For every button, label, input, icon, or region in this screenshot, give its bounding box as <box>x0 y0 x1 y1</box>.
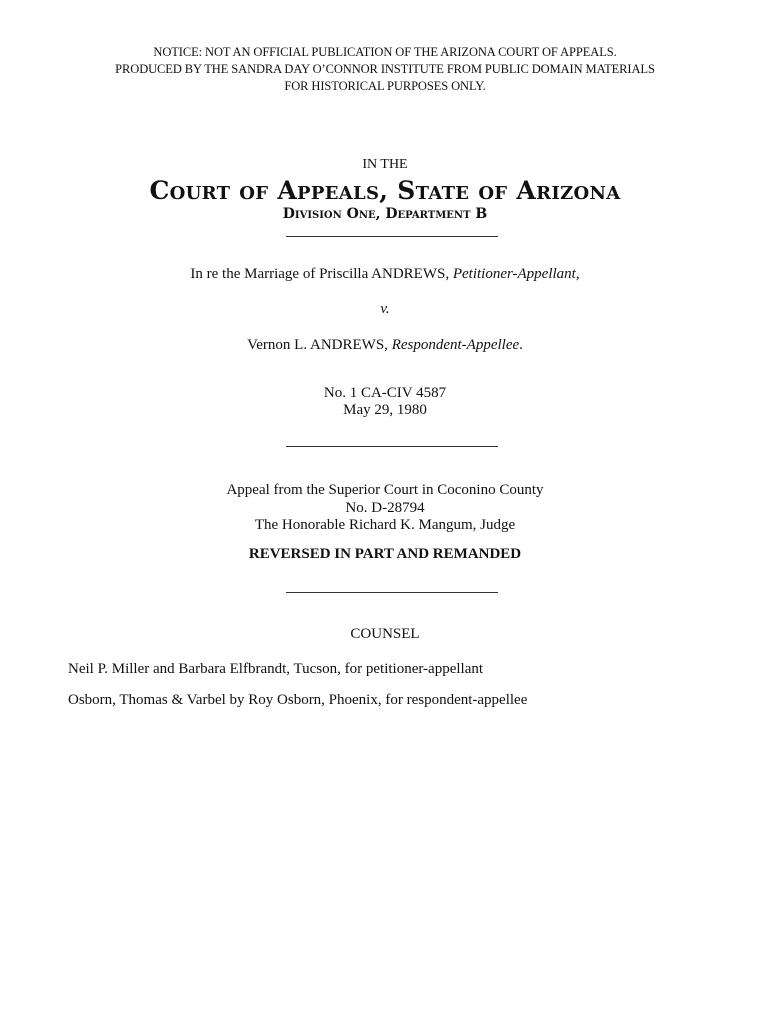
case-number: No. 1 CA-CIV 4587 <box>323 385 447 401</box>
publication-notice <box>0 44 770 95</box>
appeal-judge: The Honorable Richard K. Mangum, Judge <box>254 517 516 533</box>
divider-line <box>286 446 498 447</box>
case-date: May 29, 1980 <box>343 402 427 418</box>
petitioner-role: Petitioner-Appellant, <box>452 266 580 282</box>
respondent-line <box>0 337 770 354</box>
court-title: Court of Appeals, State of Arizona <box>149 176 621 205</box>
counsel-petitioner: Neil P. Miller and Barbara Elfbrandt, Tucson, for petitioner-appellant <box>68 661 484 677</box>
counsel-heading: COUNSEL <box>350 626 420 642</box>
versus-label: v. <box>380 301 390 317</box>
notice-line-2: PRODUCED BY THE SANDRA DAY O’CONNOR INSTITUTE FROM PUBLIC DOMAIN MATERIALS <box>115 62 655 76</box>
appeal-info <box>0 482 770 535</box>
divider-line <box>286 236 498 237</box>
case-info <box>0 385 770 419</box>
respondent-name: Vernon L. ANDREWS, <box>247 337 392 353</box>
divider-line <box>286 592 498 593</box>
respondent-end: . <box>519 337 523 353</box>
counsel-respondent: Osborn, Thomas & Varbel by Roy Osborn, Phoenix, for respondent-appellee <box>68 692 528 708</box>
notice-line-3: FOR HISTORICAL PURPOSES ONLY. <box>284 79 486 93</box>
appeal-number: No. D-28794 <box>345 499 425 516</box>
disposition: REVERSED IN PART AND REMANDED <box>248 546 522 562</box>
respondent-role: Respondent-Appellee <box>391 337 520 353</box>
petitioner-line <box>0 266 770 283</box>
appeal-court: Appeal from the Superior Court in Coconino County <box>226 482 544 498</box>
division-label: Division One, Department B <box>282 206 488 222</box>
notice-line-1: NOTICE: NOT AN OFFICIAL PUBLICATION OF THE ARIZONA COURT OF APPEALS. <box>153 45 617 59</box>
petitioner-name: In re the Marriage of Priscilla ANDREWS, <box>190 266 453 282</box>
in-the-label: IN THE <box>362 157 408 172</box>
